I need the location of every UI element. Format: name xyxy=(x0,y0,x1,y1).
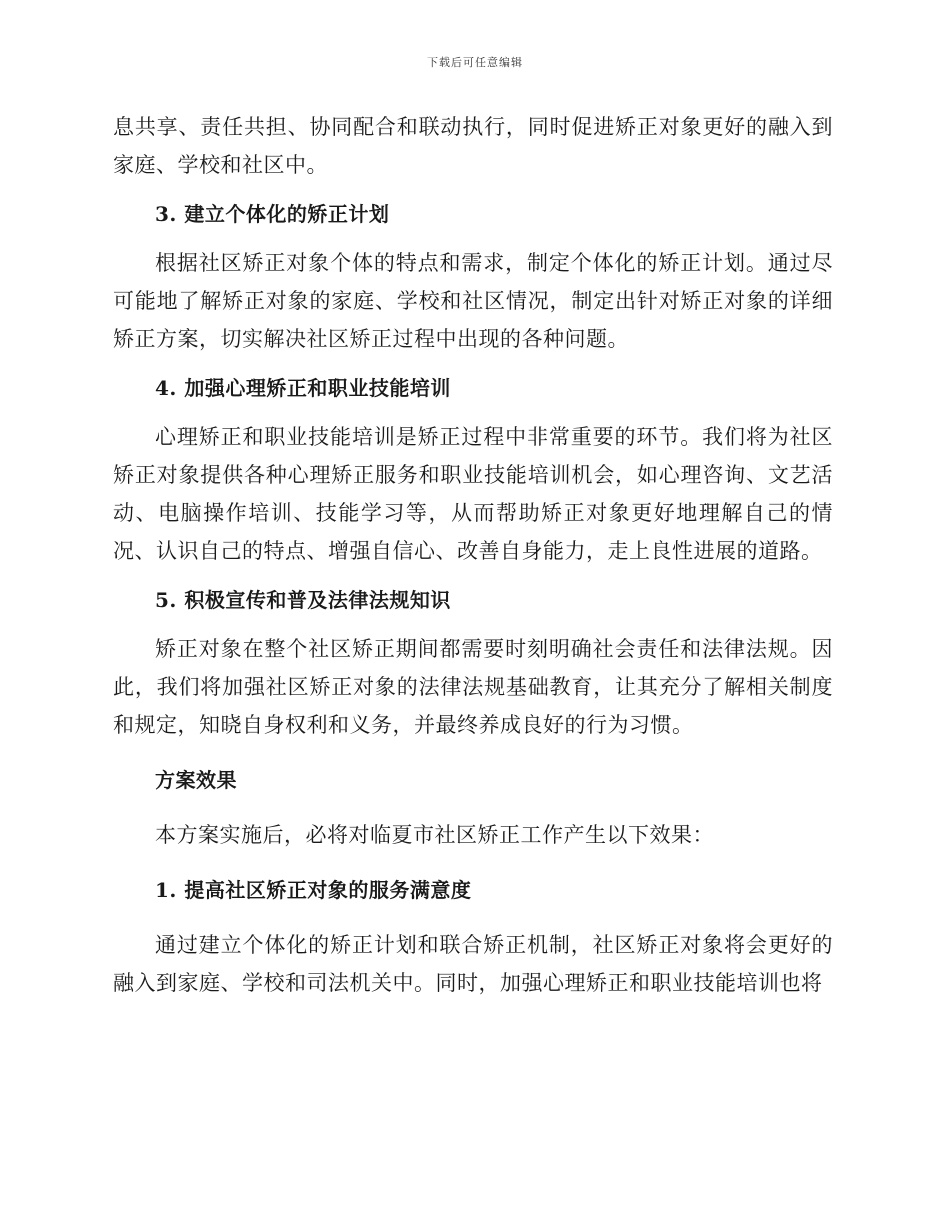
section-heading-4: 4. 加强心理矫正和职业技能培训 xyxy=(155,376,451,400)
section-heading-5: 5. 积极宣传和普及法律法规知识 xyxy=(155,588,451,612)
section-heading-3: 3. 建立个体化的矫正计划 xyxy=(155,202,390,226)
document-body xyxy=(113,108,833,1002)
section-heading-effect: 方案效果 xyxy=(155,768,237,792)
paragraph-section-4: 心理矫正和职业技能培训是矫正过程中非常重要的环节。我们将为社区矫正对象提供各种心理矫正服务和职业技能培训机会，如心理咨询、文艺活动、电脑操作培训、技能学习等，从而帮助矫正对象更好地理解自己的情况、认识自己的特点、增强自信心、改善自身能力，走上良性进展的道路。 xyxy=(113,425,833,563)
page-header: 下载后可任意编辑 xyxy=(427,56,523,69)
paragraph-section-5: 矫正对象在整个社区矫正期间都需要时刻明确社会责任和法律法规。因此，我们将加强社区矫正对象的法律法规基础教育，让其充分了解相关制度和规定，知晓自身权利和义务，并最终养成良好的行为习惯。 xyxy=(113,637,833,737)
paragraph-continuation: 息共享、责任共担、协同配合和联动执行，同时促进矫正对象更好的融入到家庭、学校和社区中。 xyxy=(113,115,833,177)
paragraph-section-3: 根据社区矫正对象个体的特点和需求，制定个体化的矫正计划。通过尽可能地了解矫正对象的家庭、学校和社区情况，制定出针对矫正对象的详细矫正方案，切实解决社区矫正过程中出现的各种问题。 xyxy=(113,251,833,351)
section-heading-effect-1: 1. 提高社区矫正对象的服务满意度 xyxy=(155,878,472,902)
paragraph-effect-intro: 本方案实施后，必将对临夏市社区矫正工作产生以下效果： xyxy=(155,823,714,847)
paragraph-effect-1: 通过建立个体化的矫正计划和联合矫正机制，社区矫正对象将会更好的融入到家庭、学校和司法机关中。同时，加强心理矫正和职业技能培训也将 xyxy=(113,933,833,995)
